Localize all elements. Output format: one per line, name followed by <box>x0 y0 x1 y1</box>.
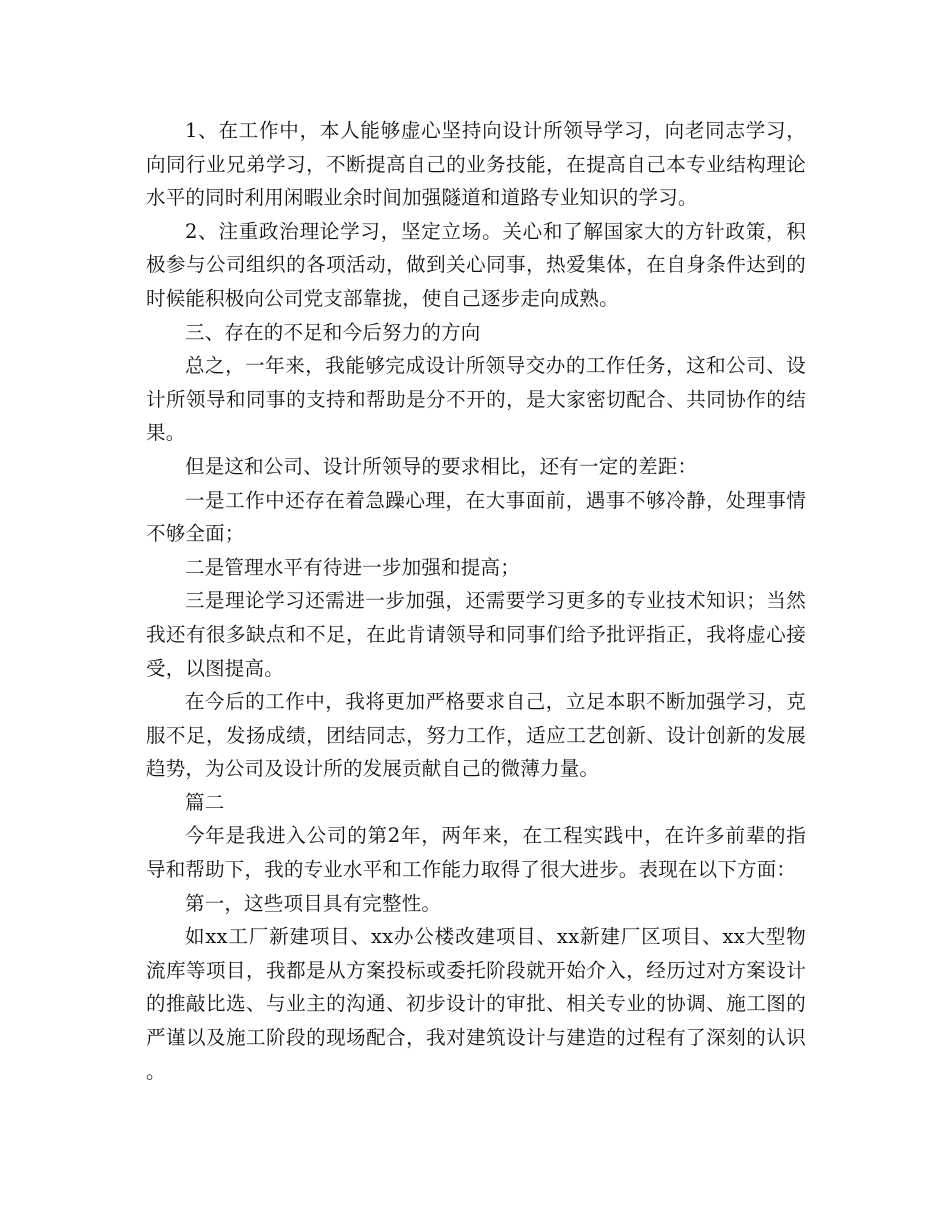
section-heading-3: 三、存在的不足和今后努力的方向 <box>185 320 481 344</box>
paragraph-gap-intro: 但是这和公司、设计所领导的要求相比，还有一定的差距： <box>185 454 698 478</box>
paragraph-future: 在今后的工作中，我将更加严格要求自己，立足本职不断加强学习，克服不足，发扬成绩，团结同志，努力工作，适应工艺创新、设计创新的发展趋势，为公司及设计所的发展贡献自己的微薄力量。 <box>146 690 806 781</box>
paragraph-part-two-intro: 今年是我进入公司的第2年，两年来，在工程实践中，在许多前辈的指导和帮助下，我的专业水平和工作能力取得了很大进步。表现在以下方面： <box>146 824 806 882</box>
paragraph-projects: 如xx工厂新建项目、xx办公楼改建项目、xx新建厂区项目、xx大型物流库等项目，我都是从方案投标或委托阶段就开始介入，经历过对方案设计的推敲比选、与业主的沟通、初步设计的审批、相关专业的协调、施工图的严谨以及施工阶段的现场配合，我对建筑设计与建造的过程有了深刻的认识。 <box>146 925 806 1083</box>
document-body <box>146 114 806 1088</box>
paragraph-gap-1: 一是工作中还存在着急躁心理，在大事面前，遇事不够冷静，处理事情不够全面； <box>146 488 806 546</box>
paragraph-gap-3: 三是理论学习还需进一步加强，还需要学习更多的专业技术知识；当然我还有很多缺点和不足，在此肯请领导和同事们给予批评指正，我将虚心接受，以图提高。 <box>146 589 806 680</box>
paragraph-summary: 总之，一年来，我能够完成设计所领导交办的工作任务，这和公司、设计所领导和同事的支持和帮助是分不开的，是大家密切配合、共同协作的结果。 <box>146 354 806 445</box>
paragraph-first-point: 第一，这些项目具有完整性。 <box>185 891 442 915</box>
paragraph-gap-2: 二是管理水平有待进一步加强和提高； <box>185 555 520 579</box>
paragraph-item-2: 2、注重政治理论学习，坚定立场。关心和了解国家大的方针政策，积极参与公司组织的各项活动，做到关心同事，热爱集体，在自身条件达到的时候能积极向公司党支部靠拢，使自己逐步走向成熟。 <box>146 219 806 310</box>
section-title-part-two: 篇二 <box>185 790 225 814</box>
paragraph-item-1: 1、在工作中，本人能够虚心坚持向设计所领导学习，向老同志学习，向同行业兄弟学习，不断提高自己的业务技能，在提高自己本专业结构理论水平的同时利用闲暇业余时间加强隧道和道路专业知识的学习。 <box>146 119 806 210</box>
